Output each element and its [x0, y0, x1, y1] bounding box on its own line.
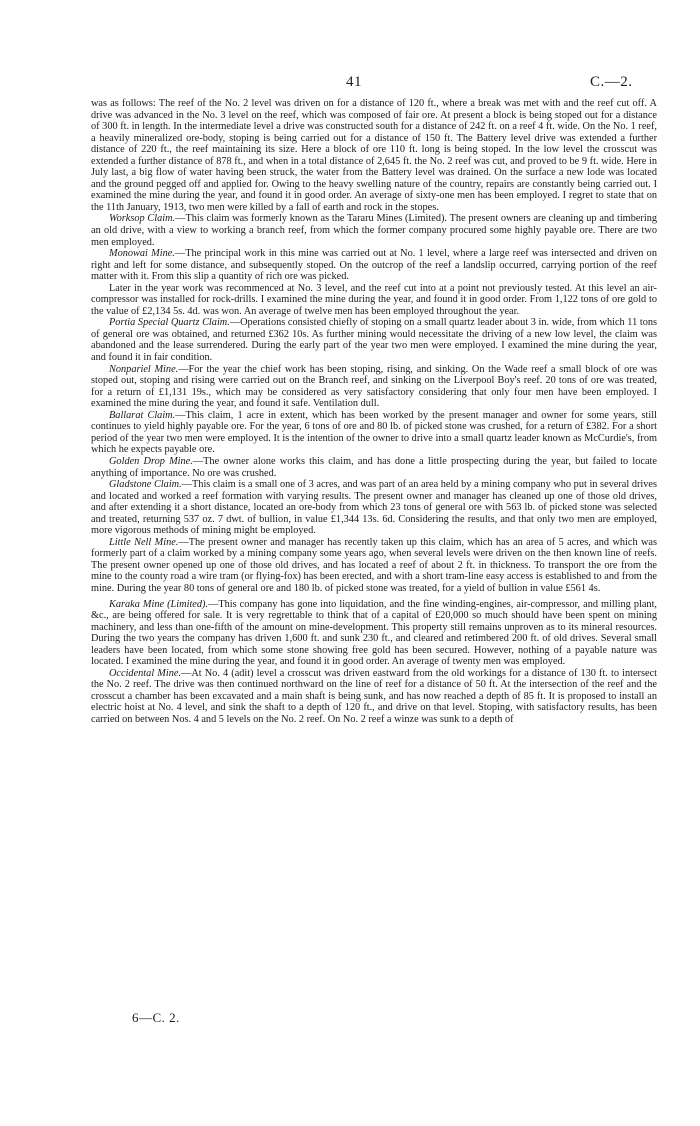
paragraph-title: Golden Drop Mine.	[109, 455, 193, 467]
paragraph	[91, 537, 657, 595]
paragraph	[91, 364, 657, 410]
paragraph-text: —This claim, 1 acre in extent, which has been worked by the present manager and owner for some years, still continues to yield highly payable ore. For the year, 6 tons of ore and 80 lb. of picked stone was crushed, for a return of £382. For a short period of the year two men were employed. It is the intention of the owner to drive into a small quartz leader known as McCurdie's, from which he expects payable ore.	[91, 409, 657, 456]
paragraph-text: —This claim is a small one of 3 acres, and was part of an area held by a mining company who put in several drives and located and worked a reef formation with varying results. The present owner and manager has cleaned up one of those old drives, and after extending it a short distance, located an ore-body from which 23 tons of general ore with 563 lb. of picked stone was selected and treated, returning 537 oz. 7 dwt. of bullion, in value £1,344 13s. 6d. Considering the results, and that only two men are employed, more vigorous methods of mining might be employed.	[91, 479, 657, 537]
page-number: 41	[346, 74, 362, 90]
paragraph-text: —This claim was formerly known as the Tararu Mines (Limited). The present owners are cleaning up and timbering an old drive, with a view to working a branch reef, from which the former company procured some highly payable ore. There are two men employed.	[91, 213, 657, 248]
paragraph-title: Gladstone Claim.	[109, 479, 182, 491]
paragraph-text: —For the year the chief work has been stoping, rising, and sinking. On the Wade reef a small block of ore was stoped out, stoping and rising were carried out on the Branch reef, and sinking on the Liverpool Boy's reef. 20 tons of ore was treated, for a return of £1,131 19s., which may be considered as very satisfactory considering that only four men have been employed. I examined the mine during the year, and found it safe. Ventilation dull.	[91, 363, 657, 410]
series-code: C.—2.	[590, 74, 633, 90]
paragraph-title: Ballarat Claim.	[109, 409, 176, 421]
paragraph-text: Later in the year work was recommenced at No. 3 level, and the reef cut into at a point not previously tested. At this level an air-compressor was installed for rock-drills. I examined the mine during the year, and found it in good order. From 1,122 tons of ore gold to the value of £2,134 5s. 4d. was won. An average of twelve men has been employed throughout the year.	[91, 282, 657, 317]
paragraph	[91, 317, 657, 363]
paragraph-title: Karaka Mine (Limited).	[109, 598, 209, 610]
paragraph-title: Worksop Claim.	[109, 213, 176, 225]
paragraph	[91, 410, 657, 456]
paragraph-title: Monowai Mine.	[109, 248, 175, 260]
paragraph-title: Occidental Mine.	[109, 667, 182, 679]
paragraph	[91, 248, 657, 283]
body-text	[91, 98, 657, 726]
paragraph-text: —The present owner and manager has recently taken up this claim, which has an area of 5 acres, and which was formerly part of a claim worked by a mining company some years ago, when several levels were driven on the then known line of reefs. The present owner opened up one of those old drives, and has located a reef of about 2 ft. in thickness. To transport the ore from the mine to the county road a wire tram (or flying-fox) has been erected, and with a short tram-line easy access is established to and from the mine. During the year 80 tons of general ore and 180 lb. of picked stone was treated, for a yield of bullion in value £561 4s.	[91, 536, 657, 594]
paragraph-text: —At No. 4 (adit) level a crosscut was driven eastward from the old workings for a distance of 130 ft. to intersect the No. 2 reef. The drive was then continued northward on the line of reef for a distance of 50 ft. At the intersection of the reef and the crosscut a chamber has been excavated and a main shaft is being sunk, and has now reached a depth of 85 ft. It is proposed to install an electric hoist at No. 4 level, and sink the shaft to a depth of 120 ft., and drive on that level. Stoping, with satisfactory results, has been carried on between Nos. 4 and 5 levels on the No. 2 reef. On No. 2 reef a winze was sunk to a depth of	[91, 667, 657, 725]
signature-mark: 6—C. 2.	[132, 1010, 180, 1025]
paragraph	[91, 599, 657, 668]
paragraph	[91, 479, 657, 537]
paragraph-text: —Operations consisted chiefly of stoping on a small quartz leader about 3 in. wide, from which 11 tons of general ore was obtained, and returned £362 10s. As further mining would necessitate the driving of a new low level, the claim was abandoned and the lease surrendered. During the early part of the year two men were employed. I examined the mine during the year, and found it in fair condition.	[91, 317, 657, 364]
paragraph-text: —The owner alone works this claim, and has done a little prospecting during the year, but failed to locate anything of importance. No ore was crushed.	[91, 455, 657, 479]
paragraph	[91, 283, 657, 318]
paragraph-text: was as follows: The reef of the No. 2 level was driven on for a distance of 120 ft., where a break was met with and the reef cut off. A drive was advanced in the No. 3 level on the reef, which was composed of fair ore. At present a block is being stoped out for a distance of 300 ft. in length. In the intermediate level a drive was constructed south for a distance of 242 ft. on a reef 4 ft. wide. On the No. 1 reef, a heavily mineralized ore-body, stoping is being carried out for a distance of 150 ft. The Battery level drive was extended a further distance of 220 ft., the reef maintaining its size. Here a block of ore 110 ft. long is being stoped. In the low level the crosscut was extended a further distance of 878 ft., and when in a total distance of 2,645 ft. the No. 2 reef was cut, and proved to be 9 ft. wide. Here in July last, a big flow of water having been struck, the water from the Battery level was drained. On the surface a new lode was located and the ground pegged off and applied for. Owing to the heavy swelling nature of the country, repairs are constantly being carried out. I examined the mine during the year, and found it in good order. An average of sixty-one men has been employed. I regret to state that on the 11th January, 1913, two men were killed by a fall of earth and rock in the stopes.	[91, 98, 657, 213]
paragraph-text: —The principal work in this mine was carried out at No. 1 level, where a large reef was intersected and driven on right and left for some distance, and subsequently stoped. On the outcrop of the reef a landslip occurred, carrying portion of the reef matter with it. From this slip a quantity of rich ore was picked.	[91, 248, 657, 283]
paragraph-text: —This company has gone into liquidation, and the fine winding-engines, air-compressor, and milling plant, &c., are being offered for sale. It is very regrettable to think that of a capital of £20,000 so much should have been spent on mining machinery, and less than one-fifth of the amount on mine-development. This property still remains unproven as to its mineral resources. During the two years the company has driven 1,600 ft. and sunk 230 ft., and cleared and retimbered 200 ft. of old drives. Several small leaders have been located, from which some stone showing free gold has been secured. However, nothing of a payable nature was located. I examined the mine during the year, and found it in good order. An average of twenty men was employed.	[91, 598, 658, 668]
paragraph-title: Little Nell Mine.	[109, 536, 179, 548]
paragraph	[91, 456, 657, 479]
paragraph	[91, 98, 657, 213]
paragraph	[91, 213, 657, 248]
paragraph-title: Portia Special Quartz Claim.	[109, 317, 230, 329]
paragraph-title: Nonpariel Mine.	[109, 363, 179, 375]
paragraph	[91, 668, 657, 726]
